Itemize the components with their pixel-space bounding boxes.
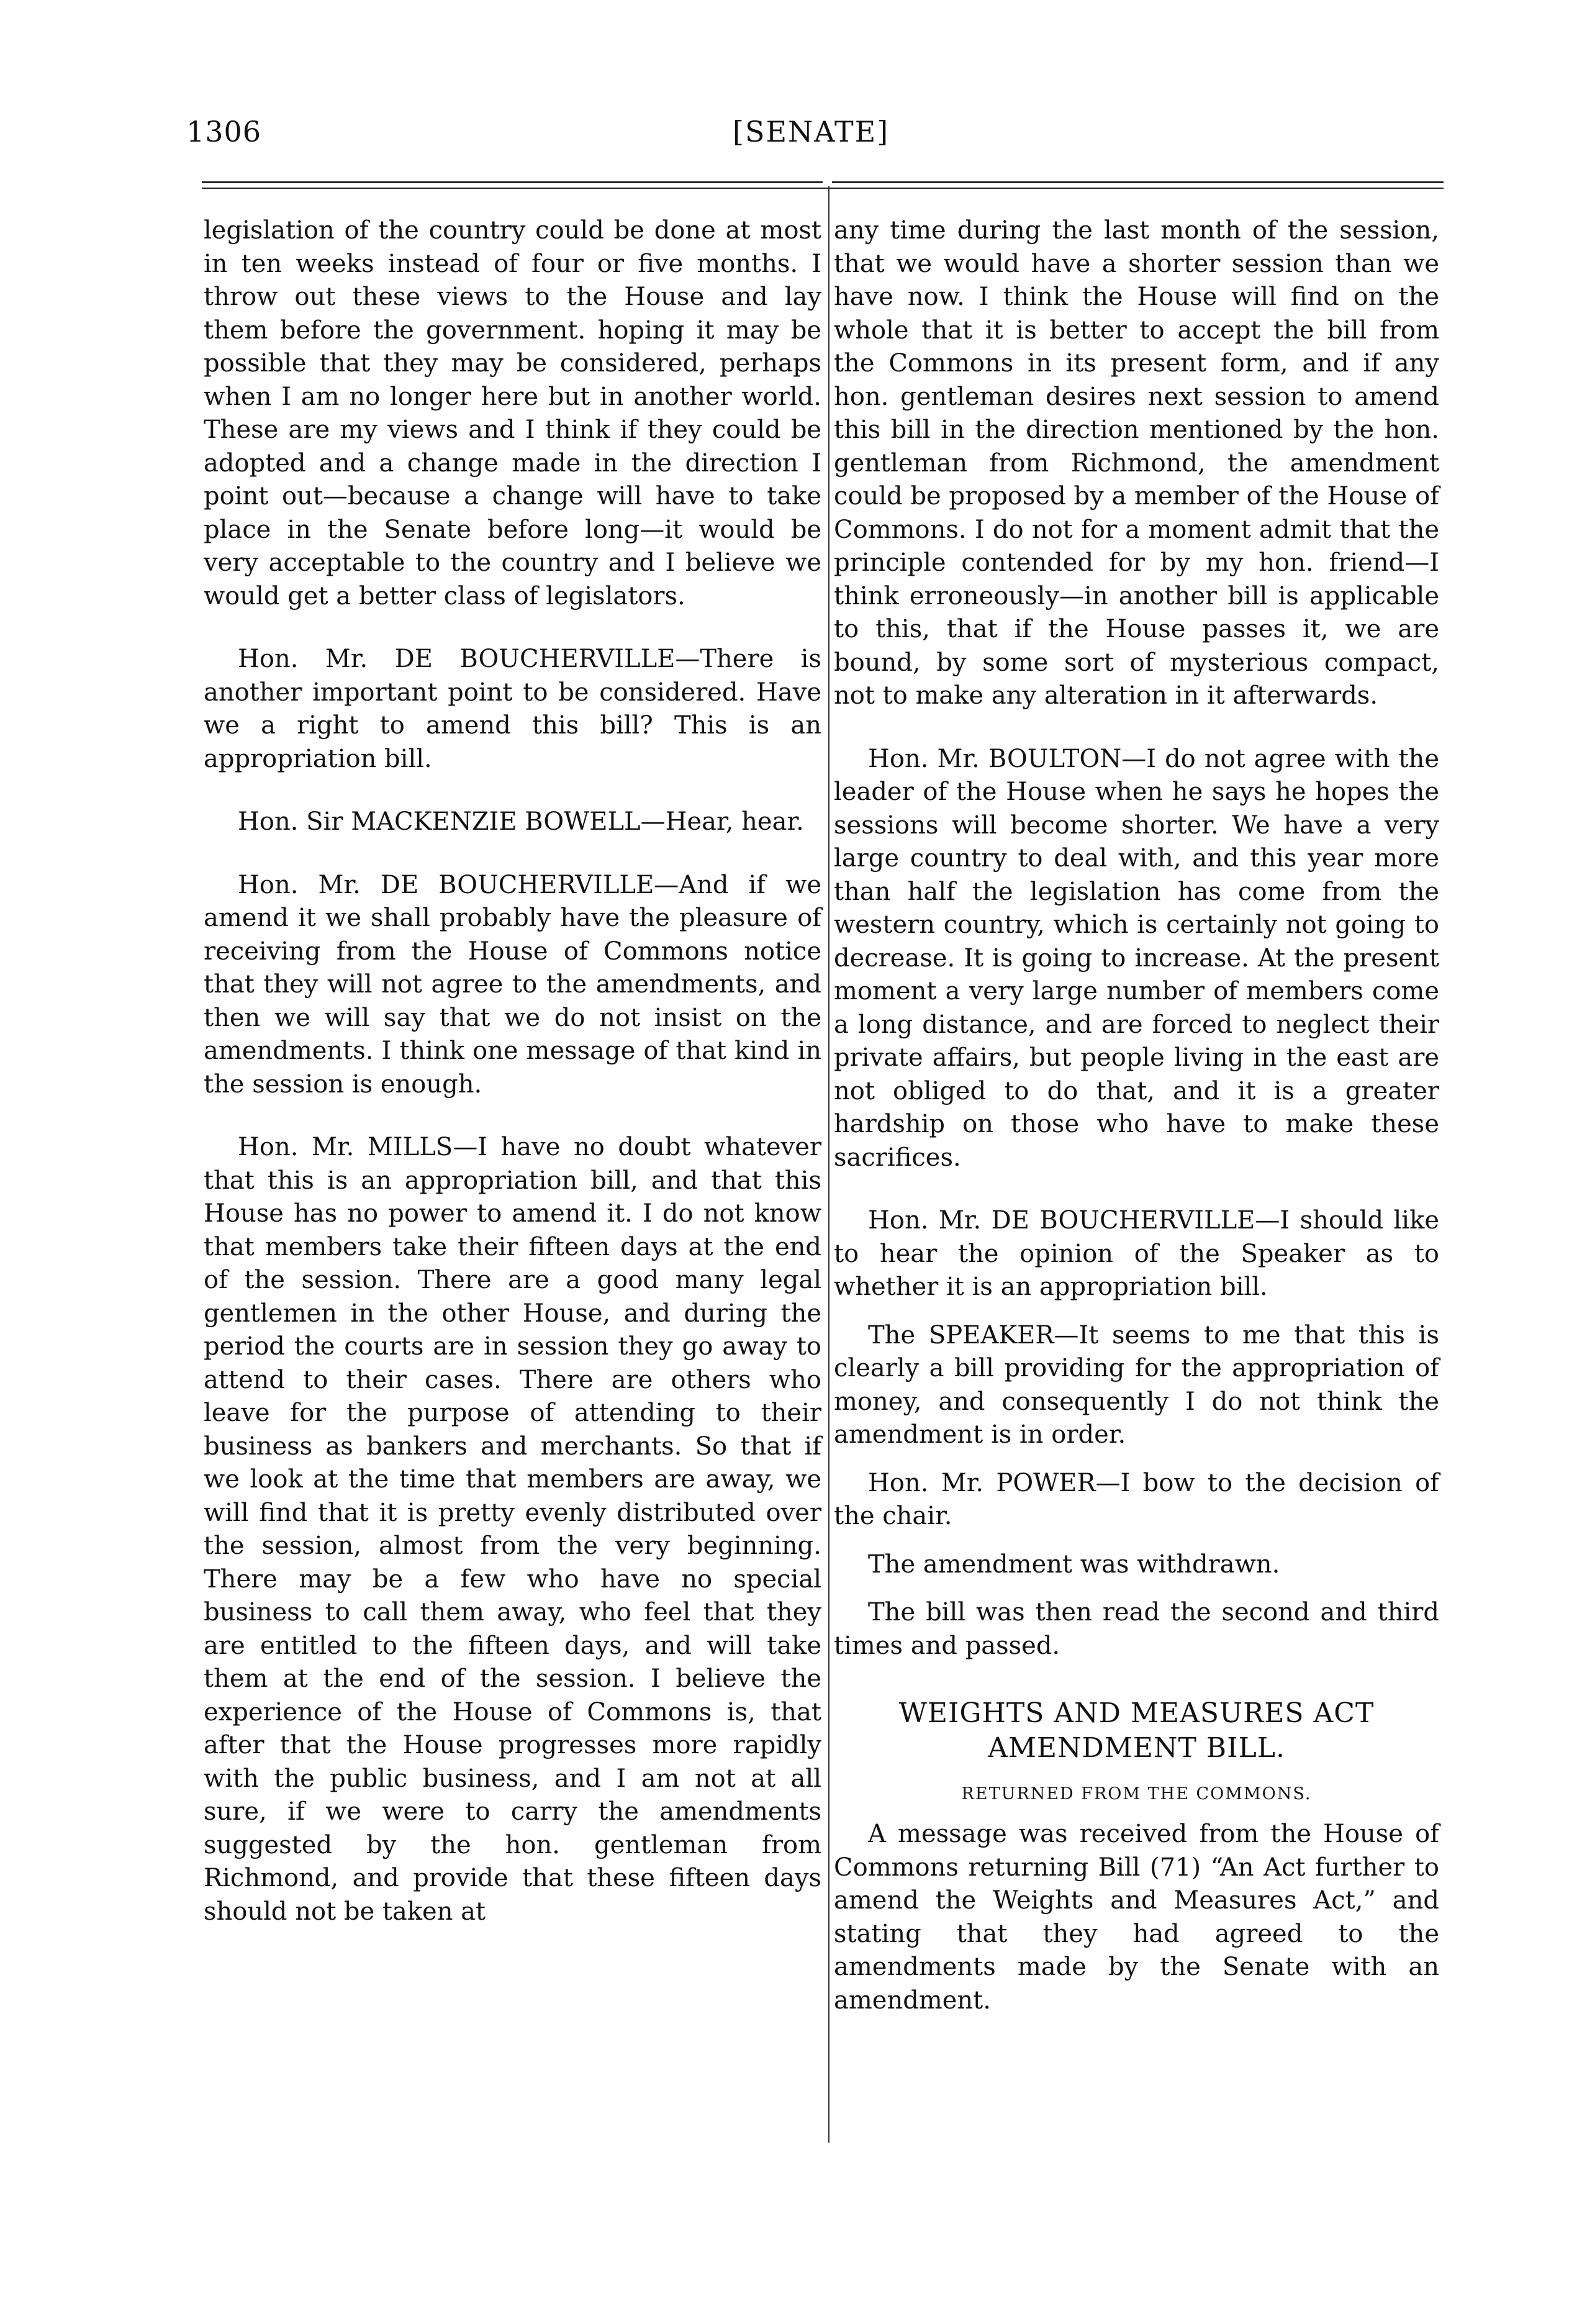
paragraph: The SPEAKER—It seems to me that this is clearly a bill providing for the appropriation of money, and consequently I do not think the amendment is in order. — [834, 1320, 1439, 1449]
paragraph: Hon. Mr. MILLS—I have no doubt whatever that this is an appropriation bill, and that this House has no power to amend it. I do not know that members take their fifteen days at the end of the session. There are a good many legal gentlemen in the other House, and during the period the courts are in session they go away to attend to their cases. There are others who leave for the purpose of attending to their business as bankers and merchants. So that if we look at the time that members are away, we will find that it is pretty evenly distributed over the session, almost from the very beginning. There may be a few who have no special business to call them away, who feel that they are entitled to the fifteen days, and will take them at the end of the session. I believe the experience of the House of Commons is, that after that the House progresses more rapidly with the public business, and I am not at all sure, if we were to carry the amendments suggested by the hon. gentleman from Richmond, and provide that these fifteen days should not be taken at — [204, 1133, 821, 1926]
paragraph: The amendment was withdrawn. — [868, 1550, 1280, 1579]
paragraph: Hon. Sir MACKENZIE BOWELL—Hear, hear. — [238, 807, 804, 836]
header-rule-left — [202, 181, 823, 183]
paragraph: Hon. Mr. DE BOUCHERVILLE—There is another important point to be considered. Have we a right to amend this bill? This is an appropriation bill. — [204, 645, 821, 773]
running-head: [SENATE] — [733, 115, 890, 148]
paragraph: Hon. Mr. DE BOUCHERVILLE—I should like to hear the opinion of the Speaker as to whether it is an appropriation bill. — [834, 1206, 1439, 1301]
paragraph: any time during the last month of the session, that we would have a shorter session than we have now. I think the House will find on the whole that it is better to accept the bill from the Commons in its present form, and if any hon. gentleman desires next session to amend this bill in the direction mentioned by the hon. gentleman from Richmond, the amendment could be proposed by a member of the House of Commons. I do not for a moment admit that the principle contended for by my hon. friend—I think erroneously—in another bill is applicable to this, that if the House passes it, we are bound, by some sort of mysterious compact, not to make any alteration in it afterwards. — [834, 216, 1439, 710]
paragraph: The bill was then read the second and third times and passed. — [834, 1598, 1439, 1660]
paragraph: legislation of the country could be done at most in ten weeks instead of four or five months. I throw out these views to the House and lay them before the government. hoping it may be possible that they may be considered, perhaps when I am no longer here but in another world. These are my views and I think if they could be adopted and a change made in the direction I point out—because a change will have to take place in the Senate before long—it would be very acceptable to the country and I believe we would get a better class of legislators. — [204, 216, 821, 611]
section-subheading: RETURNED FROM THE COMMONS. — [961, 1784, 1312, 1804]
paragraph: Hon. Mr. DE BOUCHERVILLE—And if we amend it we shall probably have the pleasure of receiving from the House of Commons notice that they will not agree to the amendments, and then we will say that we do not insist on the amendments. I think one message of that kind in the session is enough. — [204, 870, 821, 1099]
column-divider — [828, 186, 829, 2143]
paragraph: Hon. Mr. POWER—I bow to the decision of the chair. — [834, 1468, 1439, 1530]
section-heading — [834, 1696, 1439, 1766]
section-heading-line: WEIGHTS AND MEASURES ACT — [898, 1697, 1375, 1729]
page-number: 1306 — [186, 115, 262, 148]
paragraph: A message was received from the House of Commons returning Bill (71) “An Act further to amend the Weights and Measures Act,” and stating that they had agreed to the amendments made by the Senate with an amendment. — [834, 1820, 1439, 2015]
paragraph: Hon. Mr. BOULTON—I do not agree with the leader of the House when he says he hopes the sessions will become shorter. We have a very large country to deal with, and this year more than half the legislation has come from the western country, which is certainly not going to decrease. It is going to increase. At the present moment a very large number of members come a long distance, and are forced to neglect their private affairs, but people living in the east are not obliged to do that, and it is a greater hardship on those who have to make these sacrifices. — [834, 744, 1439, 1172]
section-heading-line: AMENDMENT BILL. — [988, 1732, 1285, 1764]
header-rule-right — [832, 181, 1444, 183]
right-column — [834, 214, 1439, 2017]
header-rule-full — [202, 188, 1444, 189]
left-column — [204, 214, 821, 1928]
